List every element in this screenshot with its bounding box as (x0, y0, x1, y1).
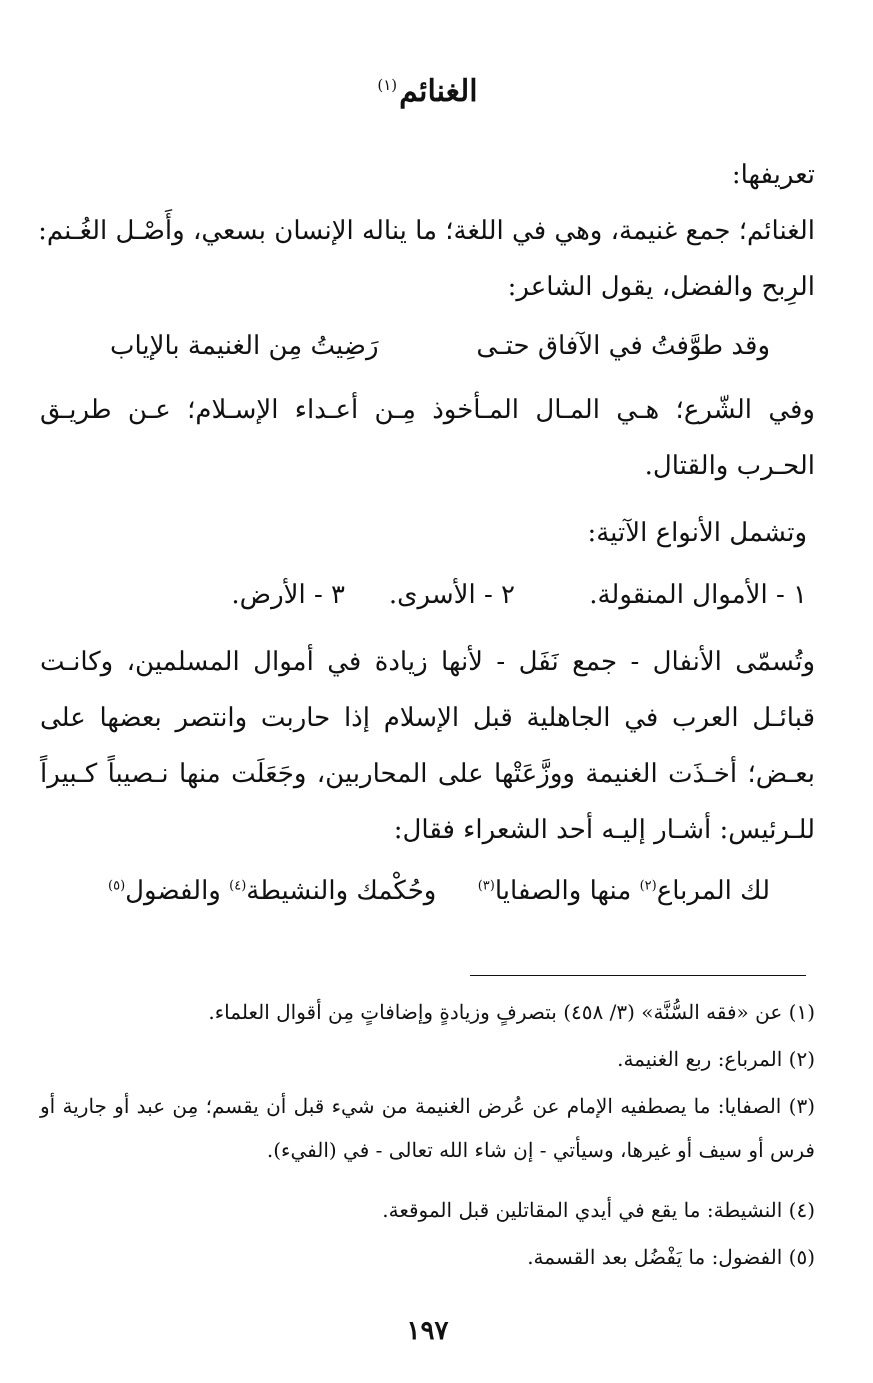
footnote-3: (٣) الصفايا: ما يصطفيه الإمام عن عُرض الغنيمة من شيء قبل أن يقسم؛ مِن عبد أو جارية أو فرس أو سيف أو غيرها، وسيأتي - إن شاء الله تعالى - في (الفيء). (40, 1094, 816, 1162)
verse-2-second-hemistich (108, 876, 436, 906)
title-footnote-ref: (١) (377, 76, 398, 94)
page-number: ١٩٧ (406, 1316, 449, 1346)
footnote-ref-5: (٥) (108, 878, 126, 894)
type-item-3: ٣ - الأرض. (231, 580, 345, 610)
verse-2-first-hemistich (478, 876, 770, 906)
chapter-title (40, 74, 815, 109)
book-page (40, 0, 815, 1383)
footnote-5: (٥) الفضول: ما يَفْضُل بعد القسمة. (527, 1245, 815, 1269)
verse-2-text-b: منها والصفايا (494, 876, 640, 906)
paragraph-3: وتُسمّى الأنفال - جمع نَفَل - لأنها زيادة في أموال المسلمين، وكانـت قبائـل العرب في الجاهلية قبل الإسلام إذا حاربت وانتصر بعضها على بعـض؛ أخـذَت الغنيمة ووزَّعَتْها على المحاربين، وجَعَلَت منها نـصيباً كـبيراً للـرئيس: أشـار إليـه أحد الشعراء فقال: (40, 647, 815, 845)
footnote-ref-3: (٣) (477, 878, 495, 894)
footnote-4: (٤) النشيطة: ما يقع في أيدي المقاتلين قبل الموقعة. (382, 1198, 815, 1222)
verse-2-text-c: وحُكْمك والنشيطة (246, 876, 437, 906)
footnote-ref-4: (٤) (229, 878, 247, 894)
footnote-separator (470, 975, 806, 976)
footnote-1: (١) عن «فقه السُّنَّة» (٣/ ٤٥٨) بتصرفٍ وزيادةٍ وإضافاتٍ مِن أقوال العلماء. (208, 1000, 815, 1024)
verse-2-text-a: لك المرباع (656, 876, 770, 906)
footnote-ref-2: (٢) (639, 878, 657, 894)
verse-1-second-hemistich: رَضِيتُ مِن الغنيمة بالإياب (110, 331, 379, 361)
footnote-2: (٢) المرباع: ربع الغنيمة. (617, 1047, 815, 1071)
definition-heading: تعريفها: (731, 160, 815, 190)
paragraph-1-line-1: الغنائم؛ جمع غنيمة، وهي في اللغة؛ ما يناله الإنسان بسعي، وأَصْـل الغُـنم: (38, 216, 815, 246)
type-item-1: ١ - الأموال المنقولة. (589, 580, 807, 610)
paragraph-2: وفي الشّرع؛ هـي المـال المـأخوذ مِـن أعـداء الإسـلام؛ عـن طريـق الحـرب والقتال. (40, 395, 815, 481)
chapter-title-text: الغنائم (399, 74, 478, 109)
verse-2-text-d: والفضول (125, 876, 230, 906)
verse-1-first-hemistich: وقد طوَّفتُ في الآفاق حتـى (476, 331, 770, 361)
types-intro: وتشمل الأنواع الآتية: (587, 518, 807, 548)
type-item-2: ٢ - الأسرى. (388, 580, 515, 610)
paragraph-1-line-2: الرِبح والفضل، يقول الشاعر: (507, 272, 815, 302)
